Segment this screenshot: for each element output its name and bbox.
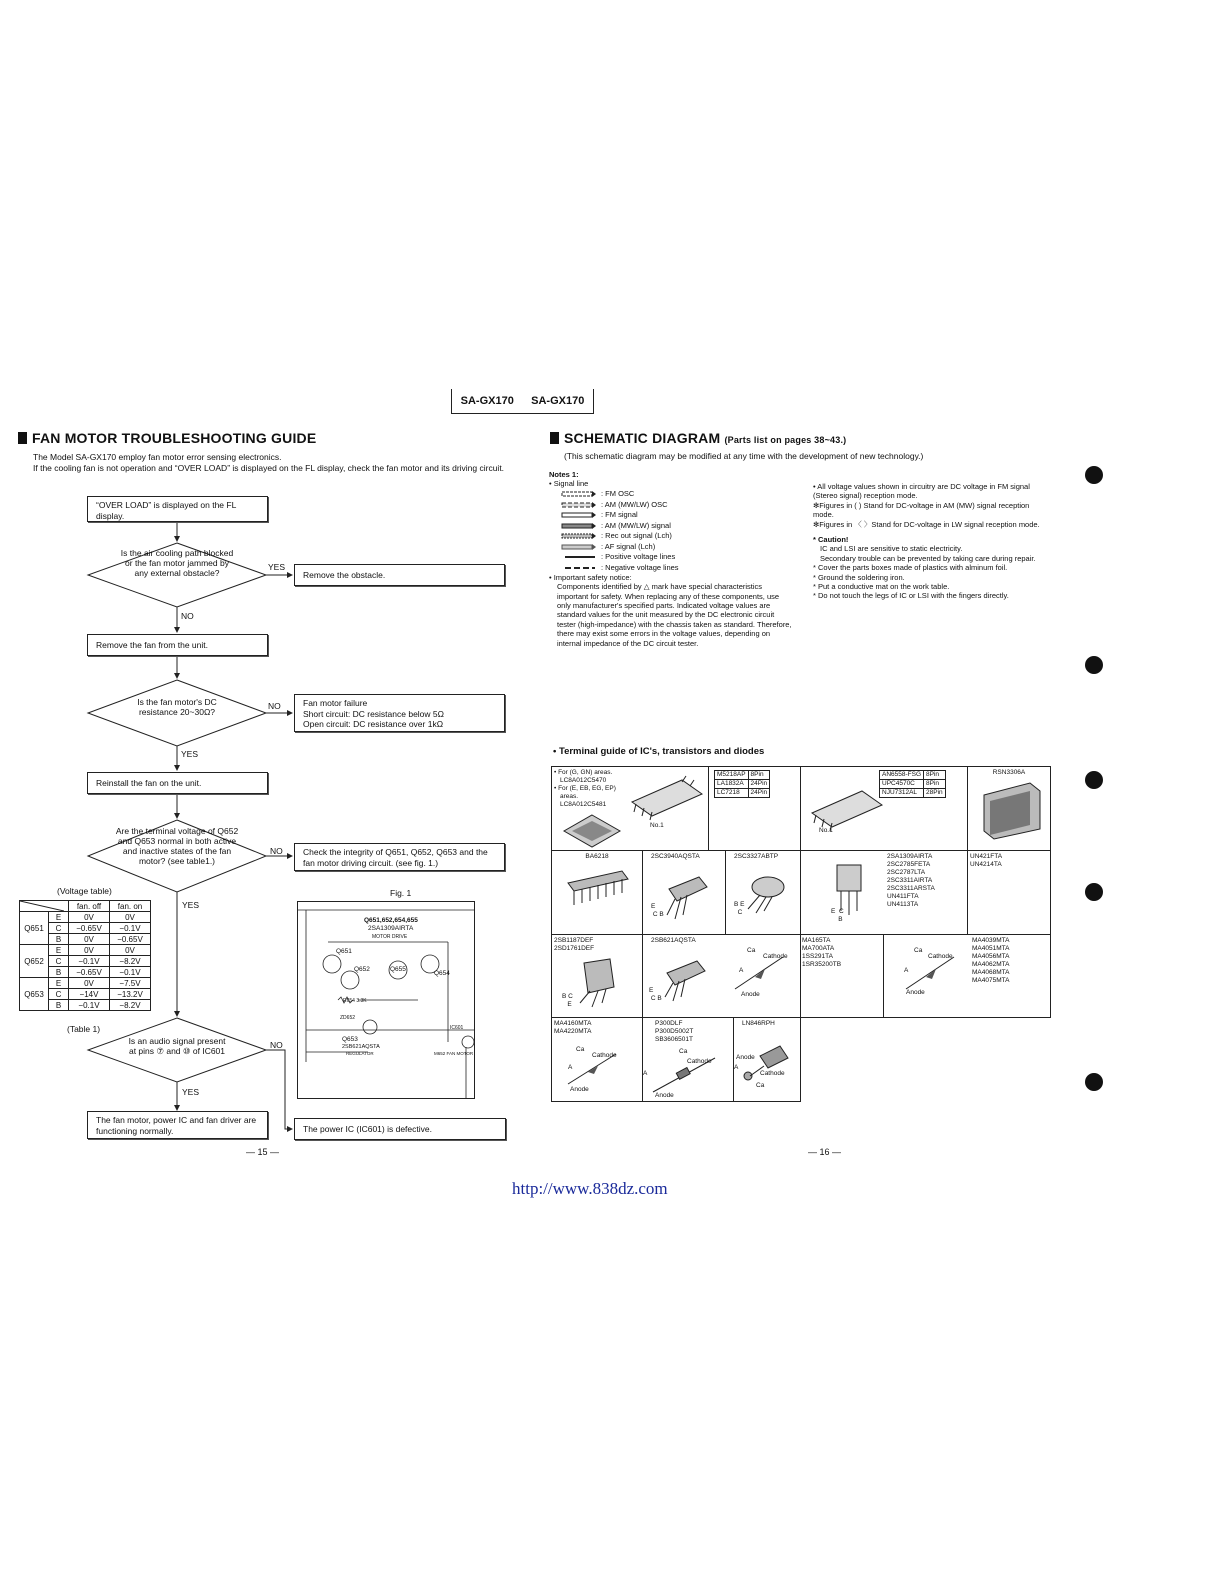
ba6218-label: BA6218 — [585, 853, 609, 860]
caution-line: * Do not touch the legs of IC or LSI with the fingers directly. — [813, 591, 1009, 601]
reinstall-fan-box: Reinstall the fan on the unit. — [87, 772, 268, 794]
2sb621-label: 2SB621AQSTA — [651, 937, 696, 944]
transistor-list: 2SA1309AIRTA 2SC2785FETA 2SC2787LTA 2SC3311AIRTA 2SC3311ARSTA UN411FTA UN4113TA — [887, 853, 935, 908]
dip-ic-icon — [622, 772, 708, 832]
fig-q653: Q653 — [342, 1036, 358, 1043]
positive-line-icon — [561, 553, 597, 561]
2sc3327-label: 2SC3327ABTP — [734, 853, 779, 860]
signal-row: : Negative voltage lines — [561, 562, 794, 573]
terminal-cell-ma4160: MA4160MTA MA4220MTA Ca Cathode A Anode — [551, 1017, 643, 1102]
vt-cell: 0V — [69, 978, 110, 989]
page-number-right: — 16 — — [808, 1147, 842, 1157]
led-anode-label: Anode — [736, 1054, 755, 1061]
d2-yes-label: YES — [181, 749, 199, 759]
diode-anode-label: Anode — [741, 991, 760, 998]
af-signal-line-icon — [561, 543, 597, 551]
terminal-cell-rsn3306a — [967, 766, 1051, 851]
d4-yes-label: YES — [182, 1087, 200, 1097]
fig-q655: Q655 — [390, 966, 406, 973]
left-section-title: FAN MOTOR TROUBLESHOOTING GUIDE — [18, 430, 316, 446]
signal-row: : FM OSC — [561, 489, 794, 500]
signal-row: : AM (MW/LW) OSC — [561, 499, 794, 510]
ecb-label: B E C — [734, 901, 745, 916]
terminal-cell-p300: P300DLF P300D5002T SB3606501T Ca Cathode A Anode — [642, 1017, 734, 1102]
vt-cell: −8.2V — [110, 1000, 151, 1011]
fig-title-2: 2SA1309AIRTA — [368, 925, 414, 932]
notes-column-1 — [549, 470, 794, 648]
terminal-cell-ma165: MA165TA MA700ATA 1SS291TA 1SR35200TB — [800, 934, 884, 1018]
signal-row: : FM signal — [561, 510, 794, 521]
led-ca-label: Ca — [756, 1082, 765, 1089]
vt-cell: −0.1V — [110, 923, 151, 934]
signal-row: : Positive voltage lines — [561, 552, 794, 563]
d3-no-label: NO — [270, 846, 283, 856]
signal-row: : Rec out signal (Lch) — [561, 531, 794, 542]
fig-title-3: MOTOR DRIVE — [372, 934, 408, 940]
diode-anode-label: Anode — [570, 1086, 589, 1093]
signal-row: : AF signal (Lch) — [561, 541, 794, 552]
voltage-table-caption: (Voltage table) — [57, 886, 112, 896]
pin-1-label: No.1 — [650, 822, 664, 829]
ic-list-table-2: AN6558-FSG 8Pin UPC4570C 8Pin NJU7312AL 28Pin — [879, 770, 946, 798]
qfp-ic-icon — [562, 813, 622, 849]
note-line: ✻Figures in 〈 〉Stand for DC-voltage in LW signal reception mode. — [813, 519, 1040, 529]
fig-q653-part: 2SB621AQSTA — [342, 1044, 380, 1050]
ecb-label: E C B — [831, 908, 844, 923]
diode-a-label: A — [568, 1064, 573, 1071]
registration-dot — [1085, 466, 1103, 484]
fig-1-wiring — [298, 902, 474, 1098]
functioning-normally-box: The fan motor, power IC and fan driver are functioning normally. — [87, 1111, 268, 1139]
caution-line: * Ground the soldering iron. — [813, 572, 905, 582]
led-icon — [736, 1036, 796, 1092]
zener-list: MA4039MTA MA4051MTA MA4056MTA MA4062MTA MA4068MTA MA4075MTA — [972, 937, 1010, 984]
right-subtitle: (This schematic diagram may be modified at any time with the development of new technology.) — [564, 451, 924, 461]
diode-ca-label: Ca — [747, 947, 756, 954]
fig-q654: Q654 — [434, 970, 450, 977]
fig-q652: Q652 — [354, 966, 370, 973]
transistor-power-icon — [566, 957, 626, 1013]
terminal-cell-un421: UN421FTA UN4214TA — [967, 850, 1051, 935]
negative-line-icon — [561, 564, 597, 572]
check-integrity-box: Check the integrity of Q651, Q652, Q653 and the fan motor driving circuit. (see fig. 1.) — [294, 843, 505, 871]
hybrid-ic-icon — [976, 781, 1046, 841]
ic601-defective-box: The power IC (IC601) is defective. — [294, 1118, 506, 1140]
vt-cell: 0V — [110, 912, 151, 923]
fig-ic601: IC601 — [450, 1025, 464, 1031]
vt-cell: C — [49, 956, 69, 967]
terminal-cell-ma4039 — [883, 934, 1051, 1018]
terminal-cell-ic-list-1 — [708, 766, 801, 851]
fig-title-1: Q651,652,654,655 — [364, 917, 418, 924]
vt-cell: −0.65V — [69, 967, 110, 978]
ic-list-table-1: M5218AP 8Pin LA1832A 24Pin LC7218 24Pin — [714, 770, 770, 798]
diode-ca-label: Ca — [576, 1046, 585, 1053]
safety-text: Components identified by △ mark have special characteristics important for safety. When replacing any of these components, use only manufacturer's specified parts. Indicated voltage values are standard values for the unit measured by the DC electronic circuit tester (high-impedance) with the chassis taken as standard. Therefore, there may exist some errors in the voltage values, depending on internal impedance of the DC circuit tester. — [557, 582, 792, 648]
am-osc-line-icon — [561, 501, 597, 509]
fm-signal-line-icon — [561, 511, 597, 519]
remove-obstacle-box: Remove the obstacle. — [294, 564, 505, 586]
diode-a-label: A — [643, 1070, 648, 1077]
fig-zd652: ZD652 — [340, 1015, 356, 1021]
note-line: ✻Figures in ( ) Stand for DC-voltage in AM (MW) signal reception mode. — [813, 500, 1030, 520]
diode-a-label: A — [739, 967, 744, 974]
diode-a-label: A — [904, 967, 909, 974]
vt-cell: B — [49, 1000, 69, 1011]
bullet-square-icon — [550, 432, 559, 444]
flow-decision-3: Are the terminal voltage of Q652 and Q653 normal in both active and inactive states of the fan motor? (see table1.) — [115, 826, 239, 866]
d3-yes-label: YES — [182, 900, 200, 910]
fig-1-caption: Fig. 1 — [390, 888, 412, 898]
caution-line: Secondary trouble can be prevented by taking care during repair. — [820, 553, 1036, 563]
vt-cell: −8.2V — [110, 956, 151, 967]
signal-row: : AM (MW/LW) signal — [561, 520, 794, 531]
vt-cell: C — [49, 989, 69, 1000]
registration-dot — [1085, 1073, 1103, 1091]
vt-cell: −0.65V — [69, 923, 110, 934]
d2-no-label: NO — [268, 701, 281, 711]
safety-head: • Important safety notice: — [549, 572, 632, 582]
sip-ic-icon — [558, 865, 638, 915]
d1-yes-label: YES — [268, 562, 286, 572]
ln846-label: LN846RPH — [742, 1020, 775, 1027]
terminal-cell-ln846 — [733, 1017, 801, 1102]
vt-cell: 0V — [69, 912, 110, 923]
fig-q653-role: REGULATOR — [346, 1051, 374, 1056]
caution-head: * Caution! — [813, 535, 849, 545]
signal-legend — [549, 489, 794, 573]
vt-cell: −7.5V — [110, 978, 151, 989]
pin-1-label: No.1 — [819, 827, 833, 834]
diode-cathode-label: Cathode — [687, 1058, 712, 1065]
terminal-cell-2sa1309 — [800, 850, 968, 935]
vt-cell: 0V — [110, 945, 151, 956]
model-right: SA-GX170 — [531, 395, 585, 407]
footer-url-link[interactable]: http://www.838dz.com — [512, 1179, 668, 1198]
caution-line: * Cover the parts boxes made of plastics with alminum foil. — [813, 563, 1008, 573]
caution-line: * Put a conductive mat on the work table. — [813, 582, 950, 592]
flow-decision-2: Is the fan motor's DC resistance 20~30Ω? — [137, 697, 217, 717]
terminal-cell-lc8a: • For (G, GN) areas. LC8A012C5470 • For (E, EB, EG, EP) areas. LC8A012C5481 — [551, 766, 709, 851]
registration-dot — [1085, 883, 1103, 901]
diode-anode-label: Anode — [906, 989, 925, 996]
vt-group-name: Q653 — [20, 978, 49, 1011]
vt-cell: −0.1V — [110, 967, 151, 978]
fm-osc-line-icon — [561, 490, 597, 498]
terminal-cell-2sb1187: 2SB1187DEF 2SD1761DEF B C E — [551, 934, 643, 1018]
vt-cell: E — [49, 945, 69, 956]
diode-ca-label: Ca — [914, 947, 923, 954]
rec-out-line-icon — [561, 532, 597, 540]
page-number-left: — 15 — — [246, 1147, 280, 1157]
led-cathode-label: Cathode — [760, 1070, 785, 1077]
terminal-cell-2sc3327 — [725, 850, 801, 935]
fig-fan-motor: M652 FAN MOTOR — [434, 1051, 474, 1056]
fig-r654: R654 3.3K — [343, 998, 367, 1004]
vt-header-on: fan. on — [110, 901, 151, 912]
intro-line-1: The Model SA-GX170 employ fan motor error sensing electronics. — [33, 452, 282, 462]
diode-cathode-label: Cathode — [763, 953, 788, 960]
vt-header-off: fan. off — [69, 901, 110, 912]
terminal-cell-ic-list-2 — [800, 766, 968, 851]
registration-dot — [1085, 771, 1103, 789]
vt-cell: 0V — [69, 945, 110, 956]
terminal-cell-2sc3940 — [642, 850, 726, 935]
2sc3940-label: 2SC3940AQSTA — [651, 853, 700, 860]
vt-cell: C — [49, 923, 69, 934]
diode-cathode-label: Cathode — [592, 1052, 617, 1059]
voltage-table — [19, 900, 151, 1011]
remove-fan-box: Remove the fan from the unit. — [87, 634, 268, 656]
vt-group-name: Q651 — [20, 912, 49, 945]
table-1-footnote: (Table 1) — [67, 1024, 101, 1034]
vt-corner — [20, 901, 69, 912]
flow-start-box: “OVER LOAD” is displayed on the FL display. — [87, 496, 268, 522]
vt-cell: −0.1V — [69, 1000, 110, 1011]
vt-cell: 0V — [69, 934, 110, 945]
right-section-title: SCHEMATIC DIAGRAM (Parts list on pages 38~43.) — [550, 430, 846, 446]
vt-cell: −0.65V — [110, 934, 151, 945]
vt-cell: B — [49, 934, 69, 945]
vt-cell: E — [49, 978, 69, 989]
dip-ic-icon — [806, 781, 886, 841]
led-a-label: A — [734, 1064, 739, 1071]
terminal-guide-title: • Terminal guide of IC's, transistors and diodes — [553, 746, 765, 757]
rsn3306a-label: RSN3306A — [992, 769, 1026, 776]
signal-head: • Signal line — [549, 479, 589, 489]
parts-list-note: (Parts list on pages 38~43.) — [724, 435, 847, 445]
diode-ca-label: Ca — [679, 1048, 688, 1055]
ecb-label: E C B — [651, 903, 664, 918]
ecb-label: B C E — [562, 993, 573, 1008]
ecb-label: E C B — [649, 987, 662, 1002]
d4-no-label: NO — [270, 1040, 283, 1050]
d1-no-label: NO — [181, 611, 194, 621]
vt-cell: B — [49, 967, 69, 978]
vt-cell: −13.2V — [110, 989, 151, 1000]
vt-group-name: Q652 — [20, 945, 49, 978]
transistor-to92-icon — [653, 951, 713, 1007]
dip-ic-1 — [620, 770, 706, 836]
intro-line-2: If the cooling fan is not operation and “OVER LOAD” is displayed on the FL display, check the fan motor and its driving circuit. — [33, 463, 505, 473]
diode-anode-label: Anode — [655, 1092, 674, 1099]
flow-decision-4: Is an audio signal present at pins ⑦ and ⑩ of IC601 — [128, 1036, 226, 1056]
terminal-cell-2sb621 — [642, 934, 801, 1018]
note-line: • All voltage values shown in circuitry are DC voltage in FM signal (Stereo signal) reception mode. — [813, 482, 1030, 501]
notes-head: Notes 1: — [549, 470, 579, 479]
diode-cathode-label: Cathode — [928, 953, 953, 960]
vt-cell: −14V — [69, 989, 110, 1000]
vt-cell: E — [49, 912, 69, 923]
am-signal-line-icon — [561, 522, 597, 530]
fig-1-schematic — [297, 901, 475, 1099]
terminal-cell-ba6218 — [551, 850, 643, 935]
vt-cell: −0.1V — [69, 956, 110, 967]
fig-q651: Q651 — [336, 948, 352, 955]
fan-motor-failure-box: Fan motor failure Short circuit: DC resistance below 5Ω Open circuit: DC resistance over 1kΩ — [294, 694, 505, 732]
notes-column-2 — [813, 482, 1048, 601]
caution-line: IC and LSI are sensitive to static electricity. — [820, 544, 963, 554]
registration-dot — [1085, 656, 1103, 674]
flow-decision-1: Is the air cooling path blocked or the fan motor jammed by any external obstacle? — [120, 548, 234, 578]
model-left: SA-GX170 — [460, 395, 514, 407]
